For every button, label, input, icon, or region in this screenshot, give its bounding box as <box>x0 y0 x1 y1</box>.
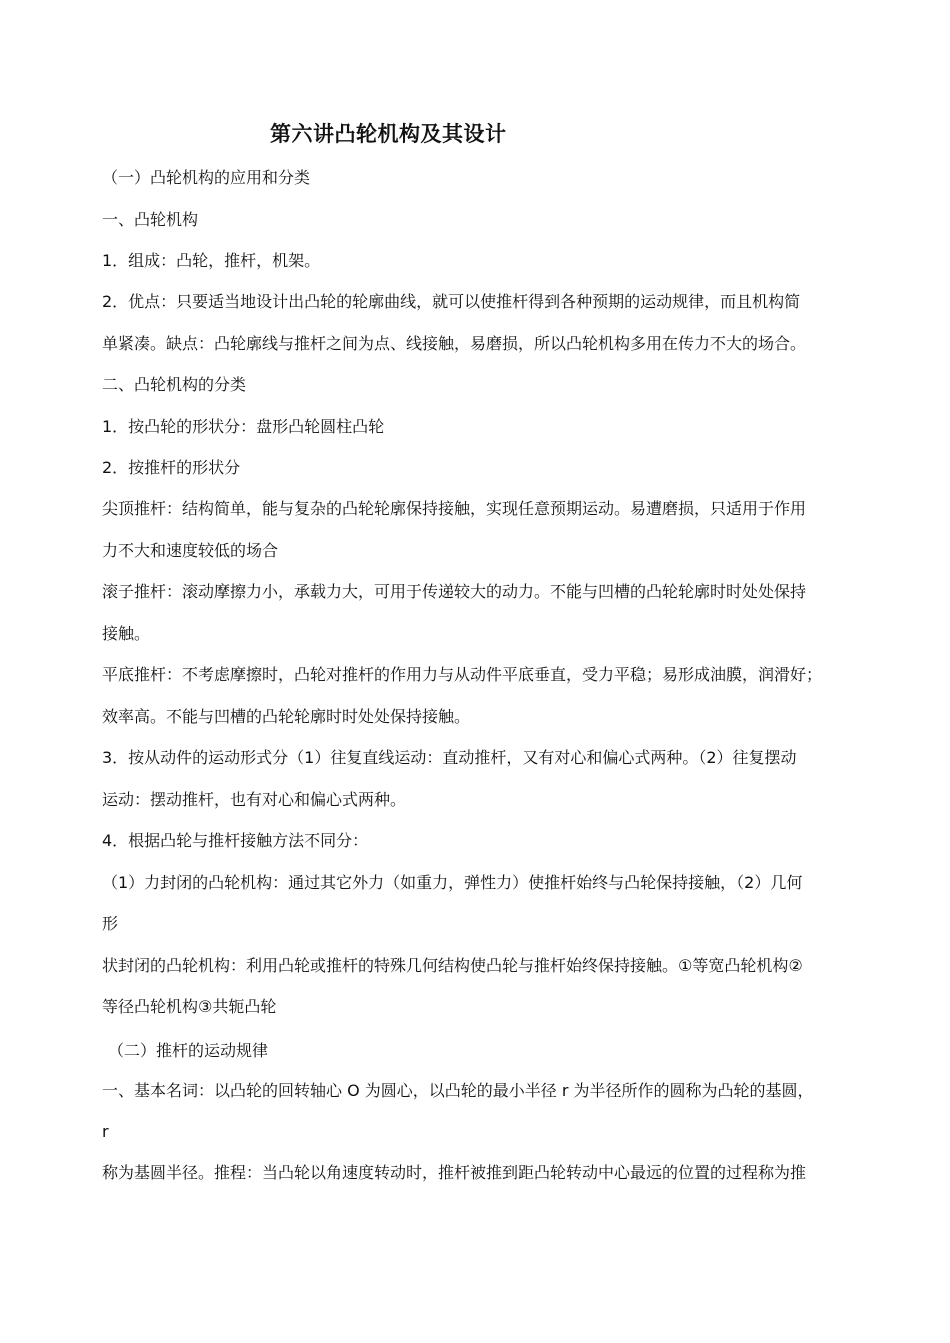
section-heading-2: （二）推杆的运动规律 <box>108 1041 269 1060</box>
paragraph-line-4: 1．按凸轮的形状分：盘形凸轮圆柱凸轮 <box>102 417 385 436</box>
paragraph-line-10: 平底推杆：不考虑摩擦时，凸轮对推杆的作用力与从动件平底垂直，受力平稳；易形成油膜，润滑好； <box>102 665 823 684</box>
paragraph-line-15: （1）力封闭的凸轮机构：通过其它外力（如重力，弹性力）使推杆始终与凸轮保持接触，（2）几何 <box>102 873 803 892</box>
paragraph-line-9: 接触。 <box>102 624 151 643</box>
paragraph-line-17: 状封闭的凸轮机构：利用凸轮或推杆的特殊几何结构使凸轮与推杆始终保持接触。①等宽凸轮机构② <box>102 956 803 975</box>
paragraph-line-6: 尖顶推杆：结构简单，能与复杂的凸轮轮廓保持接触，实现任意预期运动。易遭磨损，只适用于作用 <box>102 499 807 518</box>
subsection-heading-1: 一、凸轮机构 <box>102 210 199 229</box>
section-heading-1: （一）凸轮机构的应用和分类 <box>102 168 311 187</box>
paragraph-line-1: 1．组成：凸轮，推杆，机架。 <box>102 251 321 270</box>
paragraph-line-8: 滚子推杆：滚动摩擦力小，承载力大，可用于传递较大的动力。不能与凹槽的凸轮轮廓时时处处保持 <box>102 582 807 601</box>
paragraph-line-16: 形 <box>102 914 119 933</box>
paragraph-line-7: 力不大和速度较低的场合 <box>102 541 279 560</box>
paragraph-line-21: 称为基圆半径。推程：当凸轮以角速度转动时，推杆被推到距凸轮转动中心最远的位置的过程称为推 <box>102 1163 807 1182</box>
subsection-heading-2: 二、凸轮机构的分类 <box>102 375 247 394</box>
paragraph-line-18: 等径凸轮机构③共轭凸轮 <box>102 997 277 1016</box>
paragraph-line-11: 效率高。不能与凹槽的凸轮轮廓时时处处保持接触。 <box>102 707 471 726</box>
paragraph-line-14: 4．根据凸轮与推杆接触方法不同分： <box>102 831 369 850</box>
page-title: 第六讲凸轮机构及其设计 <box>270 122 507 146</box>
paragraph-line-3: 单紧凑。缺点：凸轮廓线与推杆之间为点、线接触，易磨损，所以凸轮机构多用在传力不大的场合。 <box>102 334 807 353</box>
paragraph-line-20: r <box>102 1122 109 1141</box>
paragraph-line-5: 2．按推杆的形状分 <box>102 458 241 477</box>
paragraph-line-13: 运动：摆动推杆，也有对心和偏心式两种。 <box>102 790 407 809</box>
paragraph-line-2: 2．优点：只要适当地设计出凸轮的轮廓曲线，就可以使推杆得到各种预期的运动规律，而且机构简 <box>102 292 801 311</box>
paragraph-line-12: 3．按从动件的运动形式分（1）往复直线运动：直动推杆，又有对心和偏心式两种。（2）往复摆动 <box>102 748 797 767</box>
paragraph-line-19: 一、基本名词：以凸轮的回转轴心 O 为圆心，以凸轮的最小半径 r 为半径所作的圆称为凸轮的基圆， <box>102 1081 814 1100</box>
